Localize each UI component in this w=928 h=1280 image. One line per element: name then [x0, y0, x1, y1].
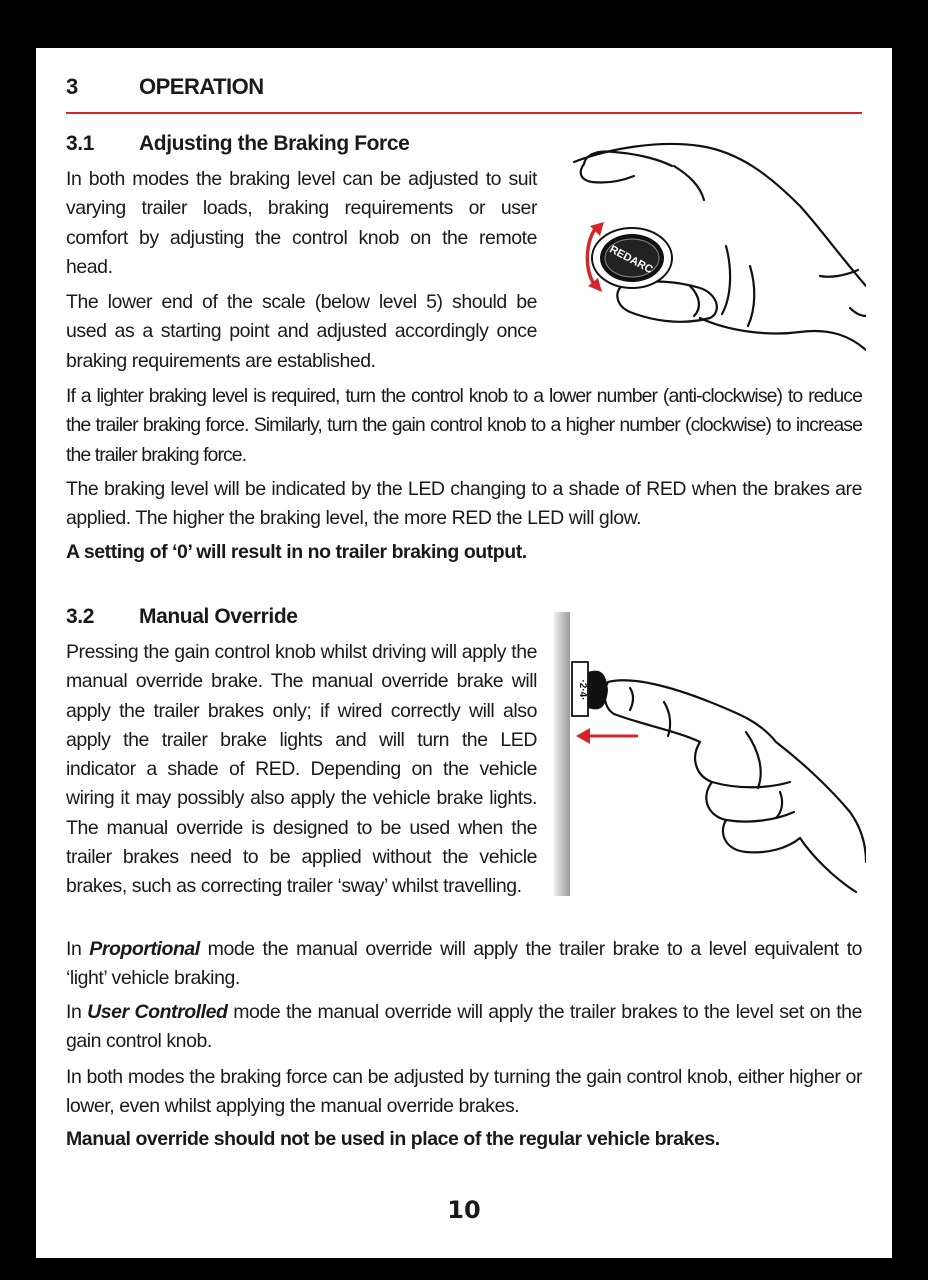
finger-pressing-knob-illustration: [550, 612, 866, 902]
paragraph: If a lighter braking level is required, turn the control knob to a lower number (anti-clockwise) to reduce the trailer braking force. Similarly, turn the gain control knob to a higher number (clockwise) to increase the trailer braking force.: [66, 385, 862, 466]
paragraph: Pressing the gain control knob whilst driving will apply the manual override brake. The manual override brake will apply the trailer brakes only; if wired correctly will also apply the trailer brake lights and will turn the LED indicator a shade of RED. Depending on the vehicle wiring it may possibly also apply the vehicle brake lights. The manual override is designed to be used when the trailer brakes need to be applied without the vehicle brakes, such as correcting trailer ‘sway’ whilst travelling.: [66, 641, 537, 898]
svg-text:·2·4·: ·2·4·: [577, 679, 588, 701]
figure-hand-turning-knob: [550, 136, 866, 358]
section-number: 3.1: [66, 132, 94, 155]
emphasis: Proportional: [89, 938, 200, 960]
paragraph: In both modes the braking force can be adjusted by turning the gain control knob, either higher or lower, even whilst applying the manual override brakes.: [66, 1066, 862, 1118]
control-knob-icon: [572, 662, 608, 716]
page-number: 10: [447, 1196, 481, 1224]
hand-turning-knob-illustration: [550, 136, 866, 358]
paragraph: In both modes the braking level can be adjusted to suit varying trailer loads, braking requirements or user comfort by adjusting the control knob on the remote head.: [66, 168, 537, 278]
paragraph: The lower end of the scale (below level 5) should be used as a starting point and adjusted accordingly once braking requirements are established.: [66, 291, 537, 372]
section-title: Manual Override: [139, 605, 298, 628]
warning-paragraph: Manual override should not be used in place of the regular vehicle brakes.: [66, 1128, 720, 1150]
emphasis: User Controlled: [87, 1001, 228, 1023]
chapter-title: OPERATION: [139, 74, 264, 99]
chapter-heading: [66, 72, 862, 114]
paragraph: In Proportional mode the manual override will apply the trailer brake to a level equivalent to ‘light’ vehicle braking.: [66, 938, 862, 990]
paragraph: The braking level will be indicated by the LED changing to a shade of RED when the brakes are applied. The higher the braking level, the more RED the LED will glow.: [66, 478, 862, 530]
svg-text:REDARC: REDARC: [607, 243, 655, 277]
paragraph: In User Controlled mode the manual override will apply the trailer brakes to the level set on the gain control knob.: [66, 1001, 862, 1053]
control-knob-icon: [592, 228, 672, 288]
manual-page: [36, 48, 892, 1258]
figure-finger-pressing-knob: [550, 612, 866, 902]
section-number: 3.2: [66, 605, 94, 628]
chapter-number: 3: [66, 74, 78, 99]
warning-paragraph: A setting of ‘0’ will result in no trailer braking output.: [66, 541, 527, 563]
section-title: Adjusting the Braking Force: [139, 132, 410, 155]
